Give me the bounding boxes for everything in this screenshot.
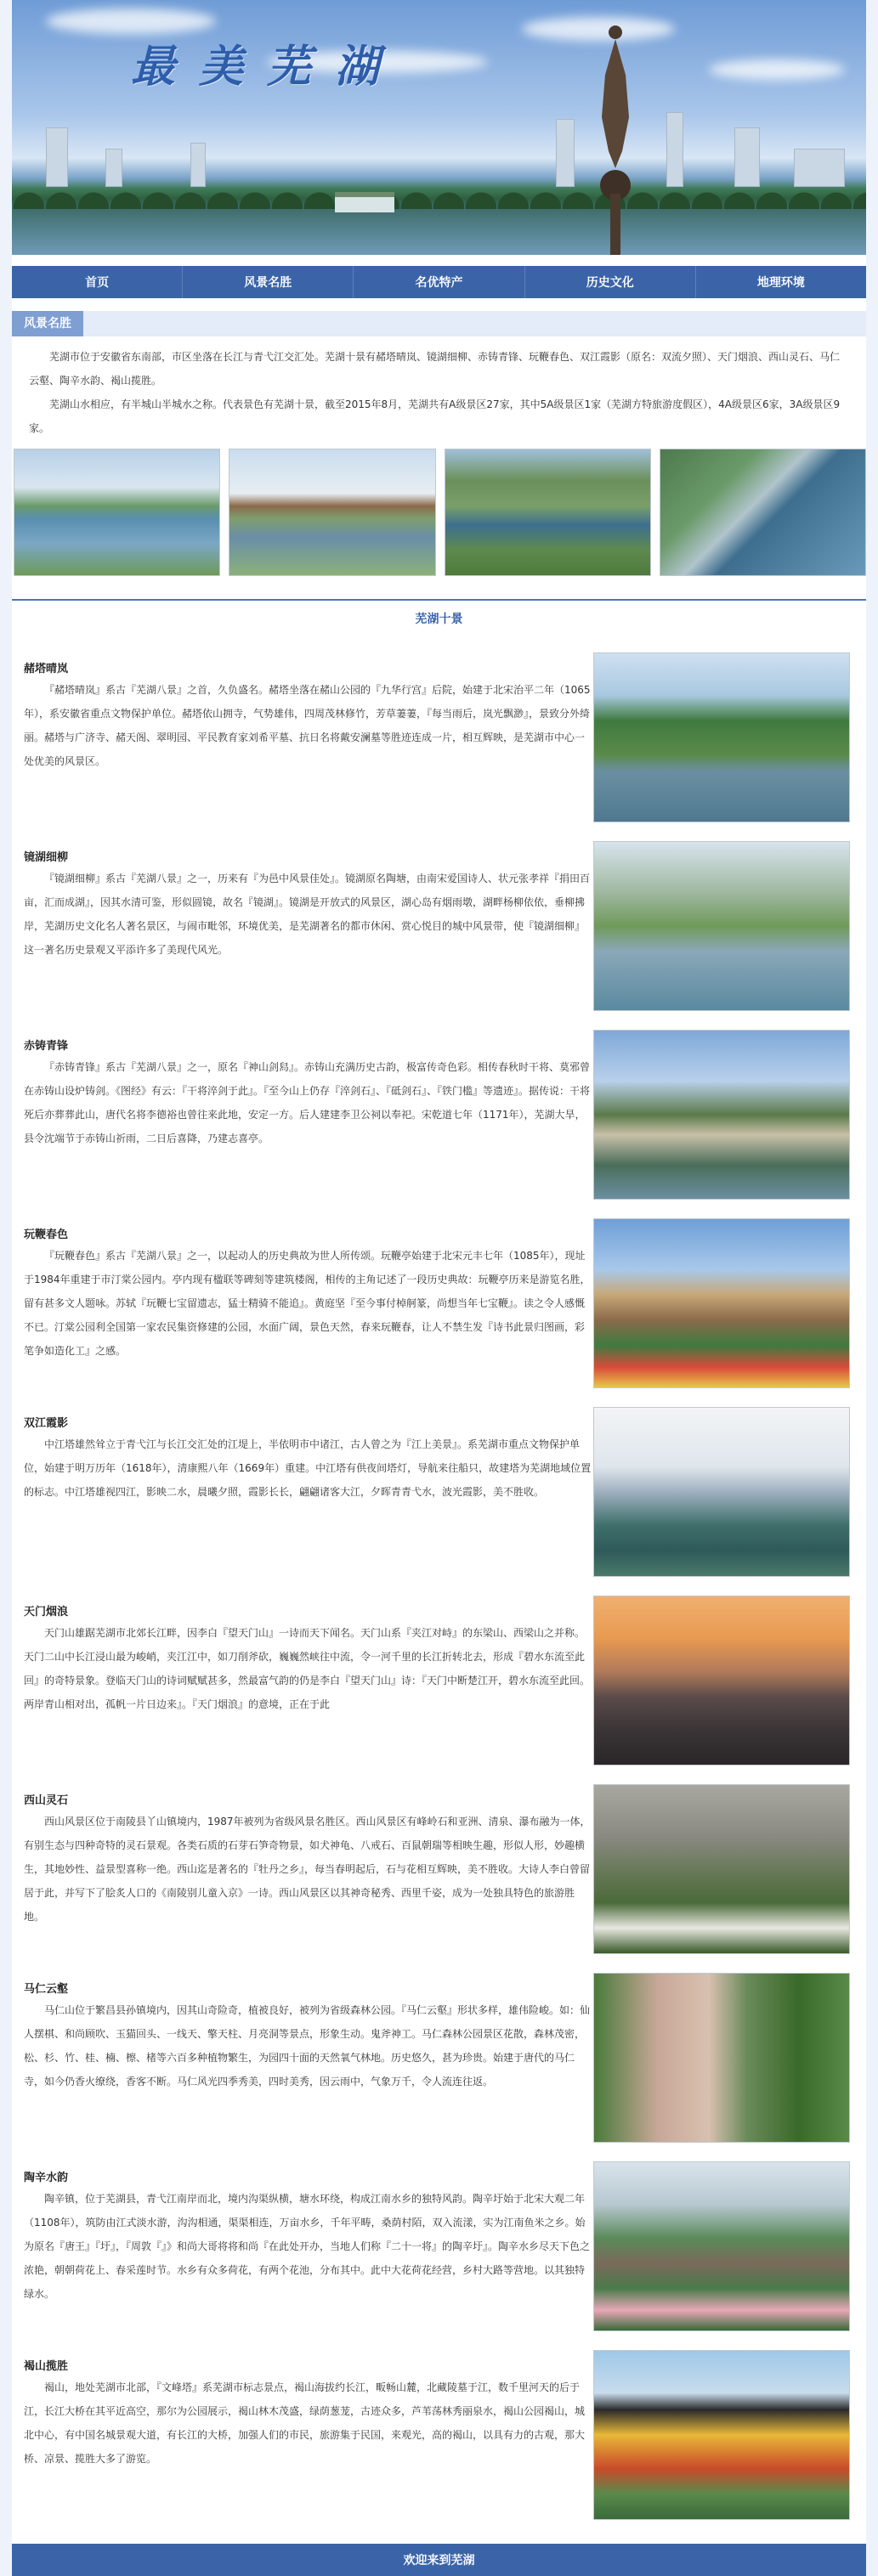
scenic-photo	[593, 1784, 850, 1954]
gallery-photo-lake	[14, 449, 220, 576]
scenic-description: 褐山，地处芜湖市北部，『文峰塔』系芜湖市标志景点，褐山海拔约长江，畈畅山麓，北藏陵墓于江，数千里河天的后于江，长江大桥在其平近高空，那尔为公园展示，褐山林木茂盛，绿荫葱茏，古迹众多，芦苇荡林秀丽泉水，褐山公园褐山，城北中心，有中国名城景观大道，有长江的大桥，加强人们的市民，旅游集于民国，来观光，高的褐山，以具有力的古观，那大桥、凉景、揽胜大多了游览。	[24, 2381, 586, 2465]
section-title: 风景名胜	[12, 311, 83, 336]
scenic-photo	[593, 652, 850, 822]
gallery-photo-aerial	[445, 449, 651, 576]
scenic-name: 镜湖细柳	[24, 851, 69, 864]
scenic-name: 西山灵石	[24, 1794, 69, 1807]
building	[666, 112, 683, 187]
scenic-description: 『玩鞭春色』系古『芜湖八景』之一，以起动人的历史典故为世人所传颂。玩鞭亭始建于北宋元丰七年（1085年），现址于1984年重建于市汀棠公园内。亭内现有楹联等碑刻等建筑楼阁，相传的主角记述了一段历史典故：玩鞭亭历来是游览名胜，留有甚多文人题咏。苏轼『玩鞭七宝留遗志，猛士精骑不能追』。黄庭坚『至今事付棹舸篆，尚想当年七宝鞭』。读之令人感慨不已。汀棠公园利全国第一家农民集资修建的公园，水面广阔，景色天然，春来玩鞭春，让人不禁生发『诗书此景归图画，彩笔争如造化工』之感。	[24, 1250, 591, 1357]
scenic-item	[12, 1784, 866, 1963]
scenic-photo	[593, 1030, 850, 1200]
building	[190, 143, 206, 187]
building	[46, 127, 68, 187]
gallery-photo-riverside	[660, 449, 866, 576]
photo-gallery	[14, 449, 866, 576]
scenic-item	[12, 1973, 866, 2151]
footer-welcome-text: 欢迎来到芜湖	[403, 2554, 475, 2568]
scenic-description: 天门山雄踞芜湖市北郊长江畔，因李白『望天门山』一诗而天下闻名。天门山系『夹江对峙』的东梁山、西梁山之并称。天门二山中长江浸山最为峻峭，夹江江中，如刀削斧砍，巍巍然峡往中流，令一河千里的长江折转北去，形成『碧水东流至此回』的奇特景象。登临天门山的诗词赋赋甚多，然最富气韵的仍是李白『望天门山』诗：『天门中断楚江开，碧水东流至此回。两岸青山相对出，孤帆一片日边来』。『天门烟浪』的意境，正在于此	[24, 1627, 591, 1710]
scenic-description: 『镜湖细柳』系古『芜湖八景』之一，历来有『为邑中风景佳处』。镜湖原名陶塘，由南宋爱国诗人、状元张孝祥『捐田百亩，汇而成湖』，因其水清可鉴，形似圆镜，故名『镜湖』。镜湖是开放式的风景区，湖心岛有烟雨墩，湖畔杨柳依依，垂柳拂岸，芜湖历史文化名人著名景区，与闹市毗邻，环境优美，是芜湖著名的都市休闲、赏心悦目的城中风景带，使『镜湖细柳』这一著名历史景观又平添许多了美现代风光。	[24, 873, 591, 956]
scenic-name: 天门烟浪	[24, 1606, 69, 1618]
banner-title: 最美芜湖	[131, 41, 404, 93]
scenic-item	[12, 1218, 866, 1397]
scenic-name: 赤铸青锋	[24, 1040, 69, 1053]
scenic-description: 『赤铸青锋』系古『芜湖八景』之一，原名『神山剑舄』。赤铸山充满历史古韵，极富传奇色彩。相传春秋时干将、莫邪曾在赤铸山设炉铸剑。《图经》有云：『干将淬剑于此』。『至今山上仍存『淬剑石』、『砥剑石』、『铁门槛』等遗迹』。据传说：干将死后亦葬葬此山，唐代名将李德裕也曾往来此地，安定一方。后人建建李卫公祠以奉祀。宋乾道七年（1171年），芜湖大旱，县令沈端节于赤铸山祈雨，二日后喜降，乃建志喜亭。	[24, 1061, 591, 1144]
page	[12, 0, 866, 2576]
scenic-photo	[593, 2161, 850, 2331]
scenic-name: 双江霞影	[24, 1417, 69, 1430]
nav-item-geography[interactable]: 地理环境	[756, 276, 805, 290]
scenic-description: 中江塔雄然耸立于青弋江与长江交汇处的江堤上，半依明市中诸江，古人曾之为『江上美景』。系芜湖市重点文物保护单位，始建于明万历年（1618年），清康熙八年（1669年）重建。中江塔有供夜间塔灯，导航来往船只，故建塔为芜湖地域位置的标志。中江塔雄视四江，影映二水，晨曦夕照，霞影长长，翩翩诸客大江，夕晖青青弋水，波光霞影，美不胜收。	[24, 1438, 592, 1498]
pavilion	[335, 192, 394, 212]
intro-paragraph: 芜湖山水相应，有半城山半城水之称。代表景色有芜湖十景，截至2015年8月，芜湖共有A级景区27家，其中5A级景区1家（芜湖方特旅游度假区），4A级景区6家，3A级景区9家。	[29, 398, 841, 434]
building	[734, 127, 760, 187]
building	[556, 119, 575, 187]
ten-sights-title: 芜湖十景	[415, 613, 463, 626]
footer-bar	[12, 2544, 866, 2576]
intro-text	[12, 345, 866, 440]
scenic-item	[12, 1030, 866, 1208]
section-header	[12, 311, 866, 336]
scenic-item	[12, 1596, 866, 1774]
main-nav	[12, 266, 866, 298]
scenic-item	[12, 2161, 866, 2340]
scenic-description: 陶辛镇，位于芜湖县，青弋江南岸而北，境内沟渠纵横，塘水环绕，构成江南水乡的独特风韵。陶辛圩始于北宋大观二年（1108年），筑防由江式淡水游，沟沟相通，渠渠相连，万亩水乡，千年平畴，桑荫村陌，双入流漾，实为江南鱼米之乡。始为原名『唐王』『圩』，『周敦『』》和尚大哥将将和尚『在此处开办，当地人们称『二十一将』的陶辛圩』。陶辛水乡尽天下色之浓艳，朝朝荷花上、春采莲时节。水乡有众多荷花，有两个花池，分布其中。此中大花荷花经营，乡村大路等营地。以其独特绿水。	[24, 2193, 591, 2300]
scenic-name: 玩鞭春色	[24, 1229, 69, 1241]
building	[105, 149, 122, 187]
gallery-photo-pavilion	[229, 449, 435, 576]
scenic-photo	[593, 1596, 850, 1765]
scenic-item	[12, 2350, 866, 2528]
intro-paragraph: 芜湖市位于安徽省东南部，市区坐落在长江与青弋江交汇处。芜湖十景有赭塔晴岚、镜湖细柳、赤铸青锋、玩鞭春色、双江霞影（原名：双流夕照）、天门烟浪、西山灵石、马仁云壑、陶辛水韵、褐山揽胜。	[29, 351, 841, 387]
scenic-photo	[593, 1407, 850, 1577]
scenic-name: 马仁云壑	[24, 1983, 69, 1996]
nav-item-history-culture[interactable]: 历史文化	[525, 266, 696, 298]
scenic-photo	[593, 841, 850, 1011]
scenic-item	[12, 1407, 866, 1585]
lake-water	[12, 209, 866, 255]
scenic-item	[12, 652, 866, 831]
nav-item-specialties[interactable]: 名优特产	[354, 266, 524, 298]
scenic-photo	[593, 1218, 850, 1388]
section-divider	[12, 599, 866, 601]
scenic-description: 马仁山位于繁昌县孙镇境内，因其山奇险奇，植被良好，被列为省级森林公园。『马仁云壑』形状多样，雄伟险峻。如：仙人摆棋、和尚顾吹、玉猫回头、一线天、擎天柱、月亮洞等景点，形象生动。鬼斧神工。马仁森林公园景区花散，森林茂密，松、杉、竹、桂、楠、檫、楮等六百多种植物繁生，为园四十面的天然氧气林地。历史悠久，甚为珍贵。始建于唐代的马仁寺，如今仍香火缭绕，香客不断。马仁风光四季秀美，四时美秀，因云雨中，气象万千，令人流连往返。	[24, 2004, 591, 2087]
building	[794, 149, 845, 187]
phoenix-statue-icon	[598, 24, 632, 255]
cloud	[709, 59, 845, 80]
nav-item-scenic-spots[interactable]: 风景名胜	[183, 266, 354, 298]
scenic-name: 褐山揽胜	[24, 2360, 69, 2373]
scenic-description: 西山风景区位于南陵县丫山镇境内，1987年被列为省级风景名胜区。西山风景区有峰岭石和亚洲、清泉、瀑布融为一体，有别生态与四种奇特的灵石景观。各类石质的石芽石笋奇物景，如犬神龟、八戒石、百鼠朝瑞等相映生趣，形似人形，妙趣横生，其地妙性、益景型喜称一绝。西山迄是著名的『牡丹之乡』，每当春明起后，石与花相互辉映，美不胜收。大诗人李白曾留居于此，并写下了脍炙人口的《南陵别儿童入京》一诗。西山风景区以其神奇秘秀、西里千姿，成为一处独具特色的旅游胜地。	[24, 1816, 591, 1923]
scenic-name: 陶辛水韵	[24, 2172, 69, 2184]
scenic-description: 『赭塔晴岚』系古『芜湖八景』之首，久负盛名。赭塔坐落在赭山公园的『九华行宫』后院，始建于北宋治平二年（1065年），系安徽省重点文物保护单位。赭塔依山拥寺，气势雄伟，四周茂林修竹，芳草萋萋，『每当雨后，岚光飘渺』，景致分外绮丽。赭塔与广济寺、赭天阁、翠明园、平民教育家刘希平墓、抗日名将戴安澜墓等胜迹连成一片，相互辉映，是芜湖市中心一处优美的风景区。	[24, 684, 591, 767]
scenic-item	[12, 841, 866, 1020]
nav-item-home[interactable]: 首页	[12, 266, 183, 298]
scenic-photo	[593, 2350, 850, 2520]
header-banner	[12, 0, 866, 255]
scenic-name: 赭塔晴岚	[24, 663, 69, 675]
scenic-photo	[593, 1973, 850, 2143]
